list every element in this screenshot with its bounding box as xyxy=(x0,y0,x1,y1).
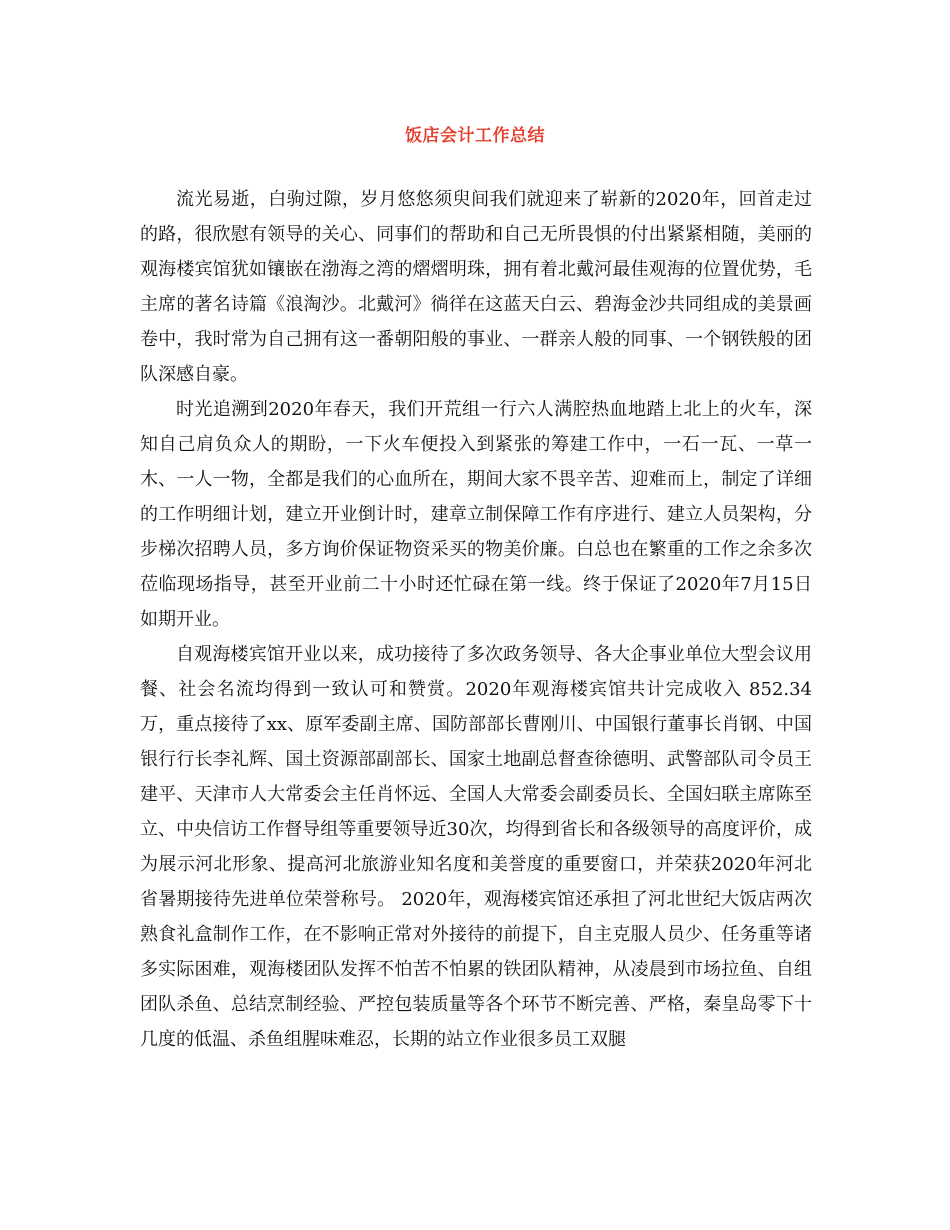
paragraph-3: 自观海楼宾馆开业以来，成功接待了多次政务领导、各大企事业单位大型会议用餐、社会名流均得到一致认可和赞赏。2020年观海楼宾馆共计完成收入 852.34万，重点接待了xx、原军委副主席、国防部部长曹刚川、中国银行董事长肖钢、中国银行行长李礼辉、国土资源部副部长、国家土地副总督查徐德明、武警部队司令员王建平、天津市人大常委会主任肖怀远、全国人大常委会副委员长、全国妇联主席陈至立、中央信访工作督导组等重要领导近30次，均得到省长和各级领导的高度评价，成为展示河北形象、提高河北旅游业知名度和美誉度的重要窗口，并荣获2020年河北省暑期接待先进单位荣誉称号。 2020年，观海楼宾馆还承担了河北世纪大饭店两次熟食礼盒制作工作，在不影响正常对外接待的前提下，自主克服人员少、任务重等诸多实际困难，观海楼团队发挥不怕苦不怕累的铁团队精神，从凌晨到市场拉鱼、自组团队杀鱼、总结烹制经验、严控包装质量等各个环节不断完善、严格，秦皇岛零下十几度的低温、杀鱼组腥味难忍，长期的站立作业很多员工双腿 xyxy=(140,644,812,1050)
paragraph-1: 流光易逝，白驹过隙，岁月悠悠须臾间我们就迎来了崭新的2020年，回首走过的路，很欣慰有领导的关心、同事们的帮助和自己无所畏惧的付出紧紧相随，美丽的观海楼宾馆犹如镶嵌在渤海之湾的熠熠明珠，拥有着北戴河最佳观海的位置优势，毛主席的著名诗篇《浪淘沙。北戴河》徜徉在这蓝天白云、碧海金沙共同组成的美景画卷中，我时常为自己拥有这一番朝阳般的事业、一群亲人般的同事、一个钢铁般的团队深感自豪。 xyxy=(140,189,812,385)
paragraph-2: 时光追溯到2020年春天，我们开荒组一行六人满腔热血地踏上北上的火车，深知自己肩负众人的期盼，一下火车便投入到紧张的筹建工作中，一石一瓦、一草一木、一人一物，全都是我们的心血所在，期间大家不畏辛苦、迎难而上，制定了详细的工作明细计划，建立开业倒计时，建章立制保障工作有序进行、建立人员架构，分步梯次招聘人员，多方询价保证物资采买的物美价廉。白总也在繁重的工作之余多次莅临现场指导，甚至开业前二十小时还忙碌在第一线。终于保证了2020年7月15日如期开业。 xyxy=(140,399,812,630)
document-title: 饭店会计工作总结 xyxy=(405,126,545,146)
document-body xyxy=(140,182,812,1057)
